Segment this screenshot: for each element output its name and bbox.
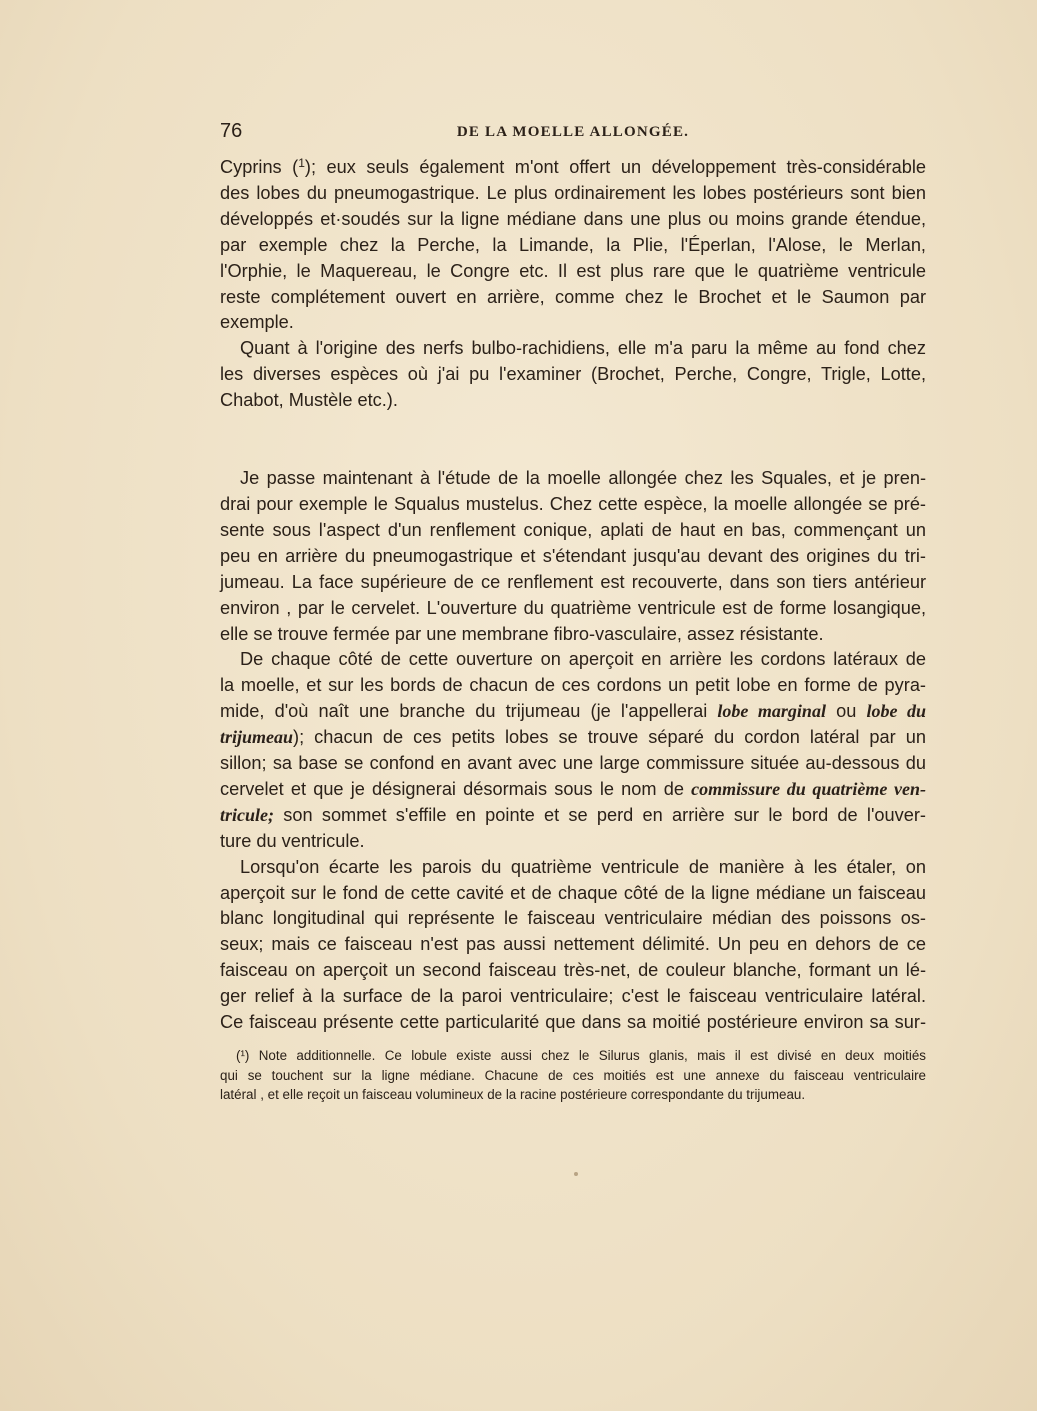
text-line [220,725,926,751]
text-line: sente sous l'aspect d'un renflement conique, aplati de haut en bas, commençant un [220,519,926,540]
italic-term: tricule; [220,804,274,825]
footnote [220,1046,926,1105]
text-line: l'Orphie, le Maquereau, le Congre etc. Il est plus rare que le quatrième ventricule [220,260,926,281]
text-line: faisceau on aperçoit un second faisceau très-net, de couleur blanche, formant un lé- [220,960,926,981]
italic-term: lobe du [866,701,926,722]
text-line: drai pour exemple le Squalus mustelus. Chez cette espèce, la moelle allongée se pré- [220,493,926,514]
text-line: ture du ventricule. [220,830,365,851]
text-line: seux; mais ce faisceau n'est pas aussi nettement délimité. Un peu en dehors de ce [220,934,926,955]
text-line: sillon; sa base se confond en avant avec une large commissure située au-dessous du [220,753,926,774]
text-line: ger relief à la surface de la paroi ventriculaire; c'est le faisceau ventriculaire latéral. [220,986,926,1007]
text-line: par exemple chez la Perche, la Limande, la Plie, l'Éperlan, l'Alose, le Merlan, [220,234,926,255]
running-title: DE LA MOELLE ALLONGÉE. [456,124,690,140]
text-line: des lobes du pneumogastrique. Le plus ordinairement les lobes postérieurs sont bien [220,182,926,203]
body-text [220,151,926,1036]
text-run: ou [836,701,857,722]
text-line: environ , par le cervelet. L'ouverture du quatrième ventricule est de forme losangique, [220,597,926,618]
footnote-line: qui se touchent sur la ligne médiane. Chacune de ces moitiés est une annexe du faisceau ventriculaire [220,1067,926,1083]
text-line [220,803,926,829]
text-line: elle se trouve fermée par une membrane fibro-vasculaire, assez résistante. [220,623,824,644]
footnote-line [220,1046,926,1066]
paragraph-2 [220,336,926,414]
text-line: exemple. [220,312,294,333]
text-line: reste complétement ouvert en arrière, comme chez le Brochet et le Saumon par [220,286,926,307]
page-header [220,120,926,146]
text-line: la moelle, et sur les bords de chacun de ces cordons un petit lobe en forme de pyra- [220,675,926,696]
paragraph-3 [220,466,926,647]
text-line: Ce faisceau présente cette particularité que dans sa moitié postérieure environ sa sur- [220,1012,926,1033]
text-line [220,777,926,803]
footnote-line: latéral , et elle reçoit un faisceau volumineux de la racine postérieure correspondante du trijumeau. [220,1087,806,1103]
text-line: jumeau. La face supérieure de ce renflement est recouverte, dans son tiers antérieur [220,571,926,592]
text-run: ); chacun de ces petits lobes se trouve séparé du cordon latéral par un [293,727,926,748]
text-line: blanc longitudinal qui représente le faisceau ventriculaire médian des poissons os- [220,908,926,929]
text-run: mide, d'où naît une branche du trijumeau (je l'appellerai [220,701,708,722]
text-line: les diverses espèces où j'ai pu l'examiner (Brochet, Perche, Congre, Trigle, Lotte, [220,364,926,385]
text-line: Quant à l'origine des nerfs bulbo-rachidiens, elle m'a paru la même au fond chez [240,338,926,359]
text-line: De chaque côté de cette ouverture on aperçoit en arrière les cordons latéraux de [240,649,926,670]
text-run: son sommet s'effile en pointe et se perd en arrière sur le bord de l'ouver- [283,804,926,825]
paragraph-1 [220,151,926,336]
italic-term: lobe marginal [717,701,826,722]
text-run: cervelet et que je désignerai désormais sous le nom de [220,778,684,799]
page-number: 76 [220,120,243,142]
paragraph-4 [220,647,926,854]
text-line: aperçoit sur le fond de cette cavité et de chaque côté de la ligne médiane un faisceau [220,882,926,903]
section-gap [220,414,926,466]
paragraph-5 [220,855,926,1036]
text-run: ); eux seuls également m'ont offert un développement très-considérable [304,157,926,177]
footnote-ref: 1 [298,156,305,170]
text-line: Lorsqu'on écarte les parois du quatrième ventricule de manière à les étaler, on [240,856,926,877]
text-line: Chabot, Mustèle etc.). [220,390,398,411]
text-line: peu en arrière du pneumogastrique et s'étendant jusqu'au devant des origines du tri- [220,545,926,566]
text-line [220,699,926,725]
italic-term: trijumeau [220,727,294,748]
footnote-marker: (¹) [236,1048,250,1063]
text-run: Cyprins ( [220,157,299,177]
paper-speck [574,1172,578,1176]
text-line [220,151,926,181]
text-line: développés et·soudés sur la ligne médiane dans une plus ou moins grande étendue, [220,208,926,229]
text-line: Je passe maintenant à l'étude de la moelle allongée chez les Squales, et je pren- [240,468,926,489]
italic-term: commissure du quatrième ven- [691,778,926,799]
text-run: Note additionnelle. Ce lobule existe aussi chez le Silurus glanis, mais il est divisé en deux moitiés [258,1048,926,1063]
